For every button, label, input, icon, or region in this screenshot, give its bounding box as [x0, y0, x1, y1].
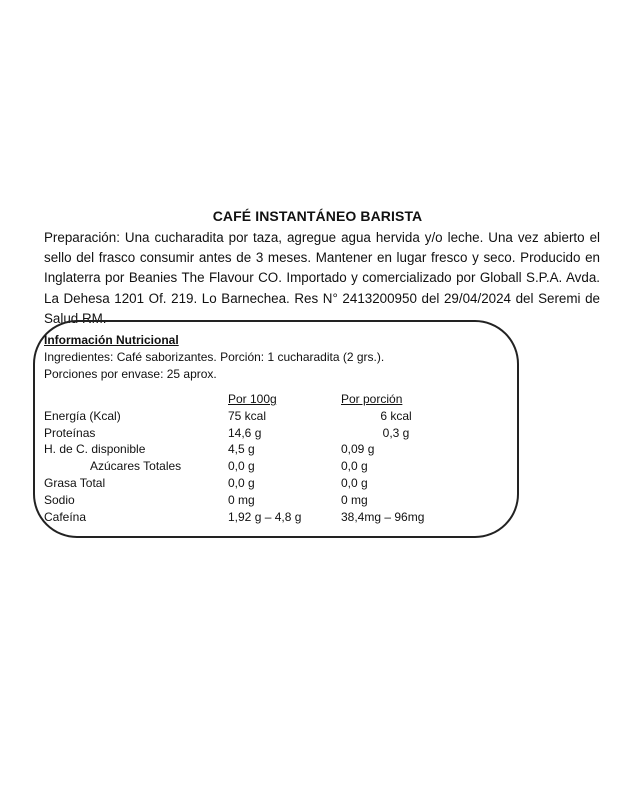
nutrient-name: Proteínas — [44, 425, 96, 440]
value-per-100g: 4,5 g — [228, 442, 255, 457]
nutrient-name: Sodio — [44, 492, 75, 507]
value-per-100g: 0,0 g — [228, 459, 255, 474]
value-per-100g: 0,0 g — [228, 475, 255, 490]
value-per-100g: 14,6 g — [228, 425, 262, 440]
value-per-portion: 0,3 g — [382, 425, 410, 440]
table-row — [44, 458, 451, 475]
preparation-paragraph: Preparación: Una cucharadita por taza, agregue agua hervida y/o leche. Una vez abierto el sello del frasco consumir antes de 3 meses. Mantener en lugar fresco y seco. Producido en Inglaterra por Beanies The Flavour CO. Importado y comercializado por Globall S.P.A. Avda. La Dehesa 1201 Of. 219. Lo Barnechea. Res N° 2413200950 del 29/04/2024 del Seremi de Salud RM. — [44, 230, 600, 326]
table-header-row — [44, 391, 451, 408]
nutrient-name: Cafeína — [44, 509, 87, 524]
header-per-portion-label: Por porción — [341, 392, 403, 406]
header-per-100g-label: Por 100g — [228, 392, 277, 406]
value-per-100g: 0 mg — [228, 492, 255, 507]
nutrient-name: Grasa Total — [44, 475, 106, 490]
header-per-100g — [228, 391, 341, 408]
table-row — [44, 492, 451, 509]
value-per-100g: 75 kcal — [228, 408, 267, 423]
spacer — [44, 383, 514, 391]
table-row — [44, 475, 451, 492]
value-per-portion: 0,0 g — [341, 459, 368, 474]
value-per-100g: 1,92 g – 4,8 g — [228, 509, 302, 524]
value-per-portion: 0,0 g — [341, 475, 368, 490]
nutrient-name: Azúcares Totales — [90, 459, 182, 474]
header-per-portion — [341, 391, 451, 408]
table-row — [44, 509, 451, 526]
servings-line: Porciones por envase: 25 aprox. — [44, 367, 217, 381]
nutrient-name: H. de C. disponible — [44, 442, 146, 457]
nutrition-heading: Información Nutricional — [44, 333, 179, 347]
nutrient-name: Energía (Kcal) — [44, 408, 121, 423]
nutrition-panel — [44, 332, 514, 525]
ingredients-line: Ingredientes: Café saborizantes. Porción: 1 cucharadita (2 grs.). — [44, 350, 385, 364]
document-title: CAFÉ INSTANTÁNEO BARISTA — [212, 208, 423, 224]
table-row — [44, 425, 451, 442]
value-per-portion: 38,4mg – 96mg — [341, 509, 425, 524]
value-per-portion: 6 kcal — [380, 408, 412, 423]
value-per-portion: 0 mg — [341, 492, 368, 507]
value-per-portion: 0,09 g — [341, 442, 375, 457]
table-row — [44, 408, 451, 425]
table-row — [44, 441, 451, 458]
header-blank — [44, 391, 228, 408]
nutrition-table — [44, 391, 451, 525]
